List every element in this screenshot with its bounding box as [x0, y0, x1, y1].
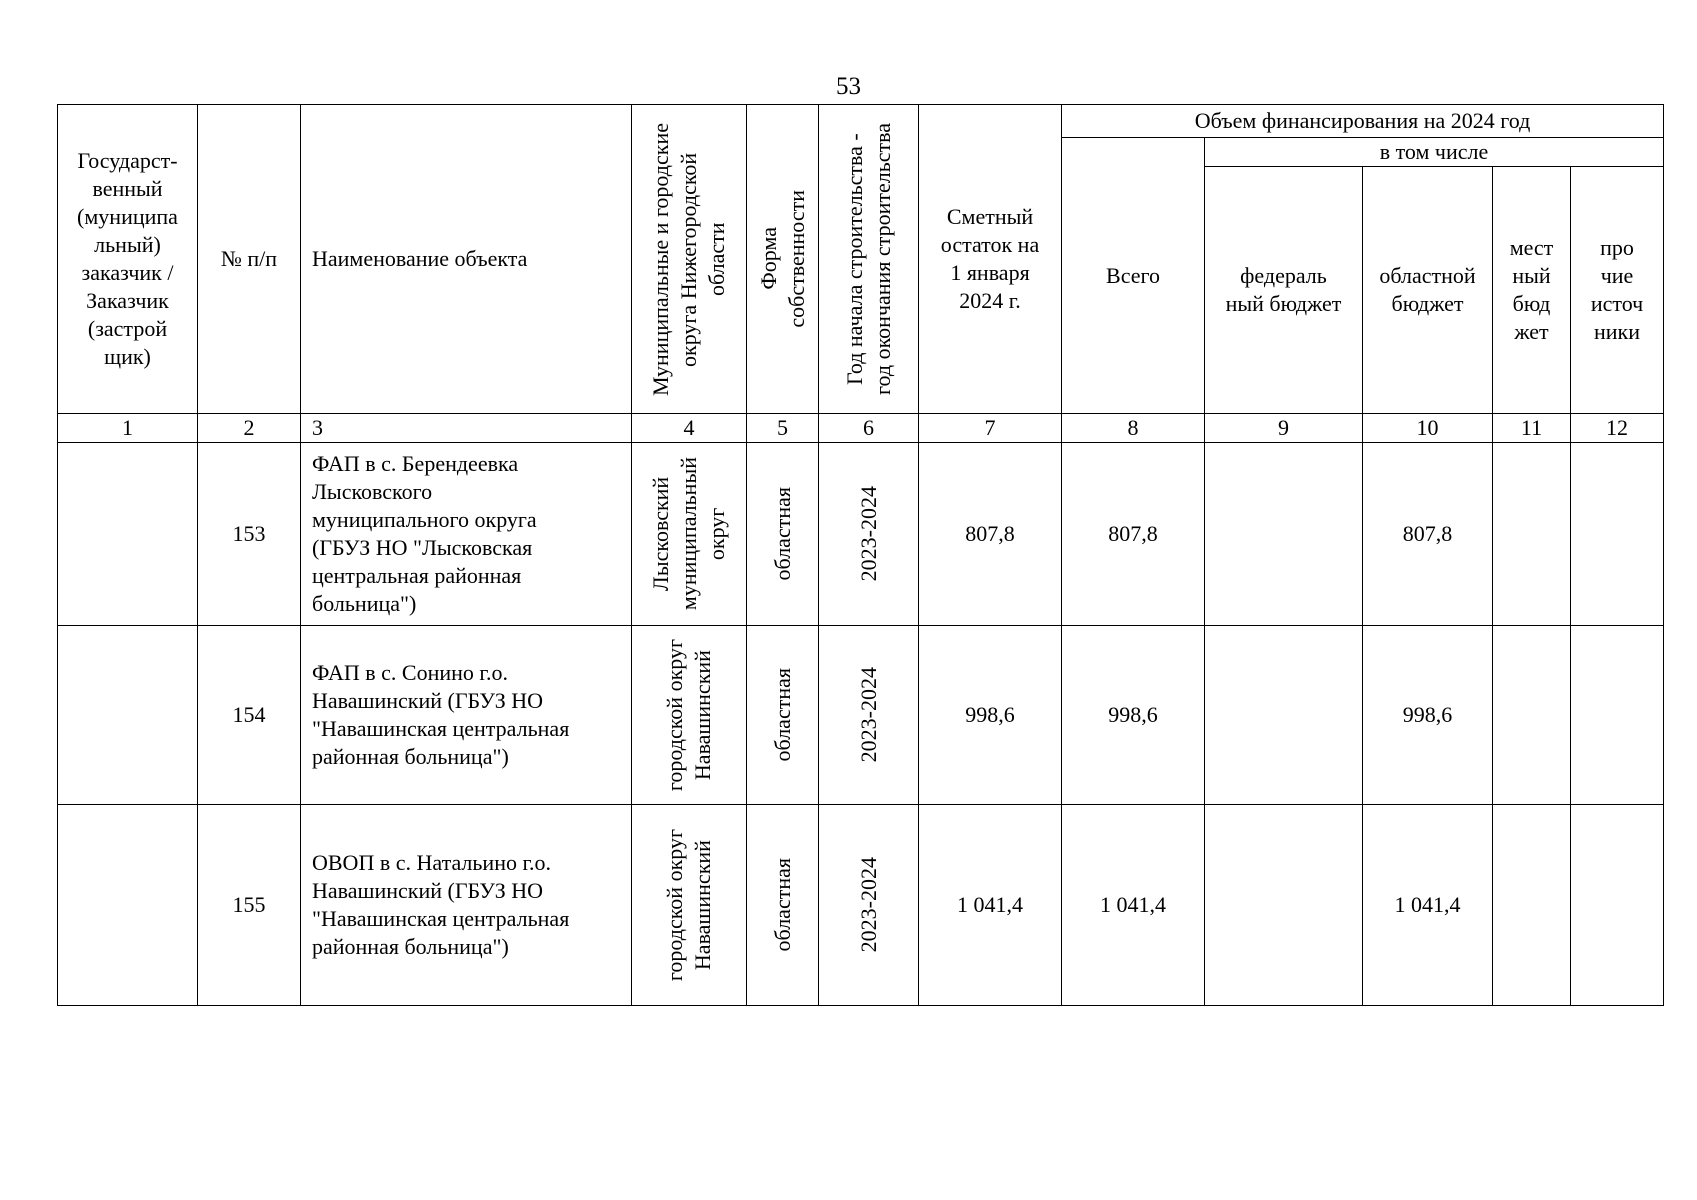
cell-total: 807,8 [1062, 443, 1205, 626]
cell-object-name: ОВОП в с. Натальино г.о. Навашинский (ГБУЗ НО "Навашинская центральная районная больница") [301, 805, 632, 1006]
cell-total: 1 041,4 [1062, 805, 1205, 1006]
header-object-name: Наименование объекта [301, 105, 632, 414]
header-regional: областной бюджет [1363, 167, 1493, 414]
cell-years [819, 443, 919, 626]
cell-ownership [747, 443, 819, 626]
cell-years [819, 805, 919, 1006]
cell-total: 998,6 [1062, 626, 1205, 805]
cell-local [1493, 626, 1571, 805]
cell-municipality [632, 443, 747, 626]
header-number: № п/п [198, 105, 301, 414]
header-federal: федераль ный бюджет [1205, 167, 1363, 414]
cell-regional: 998,6 [1363, 626, 1493, 805]
header-other: про чие источ ники [1571, 167, 1664, 414]
cell-federal [1205, 626, 1363, 805]
cell-years-text: 2023-2024 [855, 667, 881, 763]
cell-customer [58, 626, 198, 805]
cell-object-name: ФАП в с. Берендеевка Лысковского муниципального округа (ГБУЗ НО "Лысковская центральная районная больница") [301, 443, 632, 626]
cell-object-name: ФАП в с. Сонино г.о. Навашинский (ГБУЗ НО "Навашинская центральная районная больница") [301, 626, 632, 805]
cell-customer [58, 443, 198, 626]
cell-other [1571, 805, 1664, 1006]
cell-municipality-text: городской округ Навашинский [662, 638, 715, 792]
table-row [58, 626, 1664, 805]
cell-municipality [632, 805, 747, 1006]
cell-federal [1205, 805, 1363, 1006]
cell-ownership [747, 626, 819, 805]
header-total: Всего [1062, 138, 1205, 414]
column-number: 8 [1062, 414, 1205, 443]
header-years-text: Год начала строительства - год окончания строительства [841, 123, 895, 395]
cell-ownership-text: областная [769, 487, 795, 581]
column-number: 2 [198, 414, 301, 443]
column-number: 4 [632, 414, 747, 443]
cell-local [1493, 805, 1571, 1006]
cell-municipality-text: городской округ Навашинский [662, 828, 715, 982]
cell-regional: 807,8 [1363, 443, 1493, 626]
financing-table [57, 104, 1664, 1006]
cell-other [1571, 626, 1664, 805]
cell-federal [1205, 443, 1363, 626]
header-estimate-balance: Сметный остаток на 1 января 2024 г. [919, 105, 1062, 414]
header-ownership [747, 105, 819, 414]
header-municipality-text: Муниципальные и городские округа Нижегородской области [648, 122, 729, 396]
column-number: 7 [919, 414, 1062, 443]
cell-municipality-text: Лысковский муниципальный округ [648, 457, 729, 611]
cell-years [819, 626, 919, 805]
cell-years-text: 2023-2024 [855, 486, 881, 582]
cell-ownership-text: областная [769, 668, 795, 762]
column-number: 12 [1571, 414, 1664, 443]
header-financing-group: Объем финансирования на 2024 год [1062, 105, 1664, 138]
cell-number: 154 [198, 626, 301, 805]
column-number-row [58, 414, 1664, 443]
column-number: 11 [1493, 414, 1571, 443]
column-number: 10 [1363, 414, 1493, 443]
table-row [58, 443, 1664, 626]
header-municipality [632, 105, 747, 414]
cell-estimate-balance: 998,6 [919, 626, 1062, 805]
header-years [819, 105, 919, 414]
cell-estimate-balance: 1 041,4 [919, 805, 1062, 1006]
column-number: 3 [301, 414, 632, 443]
header-local: мест ный бюд жет [1493, 167, 1571, 414]
column-number: 9 [1205, 414, 1363, 443]
header-customer: Государст- венный (муниципа льный) заказчик / Заказчик (застрой щик) [58, 105, 198, 414]
header-including: в том числе [1205, 138, 1664, 167]
header-row-1 [58, 105, 1664, 138]
header-ownership-text: Форма собственности [755, 190, 809, 328]
cell-ownership [747, 805, 819, 1006]
page-number: 53 [836, 73, 861, 100]
cell-years-text: 2023-2024 [855, 857, 881, 953]
column-number: 5 [747, 414, 819, 443]
cell-estimate-balance: 807,8 [919, 443, 1062, 626]
cell-regional: 1 041,4 [1363, 805, 1493, 1006]
column-number: 1 [58, 414, 198, 443]
cell-local [1493, 443, 1571, 626]
column-number: 6 [819, 414, 919, 443]
table-row [58, 805, 1664, 1006]
cell-number: 155 [198, 805, 301, 1006]
cell-municipality [632, 626, 747, 805]
cell-customer [58, 805, 198, 1006]
cell-other [1571, 443, 1664, 626]
cell-ownership-text: областная [769, 858, 795, 952]
cell-number: 153 [198, 443, 301, 626]
